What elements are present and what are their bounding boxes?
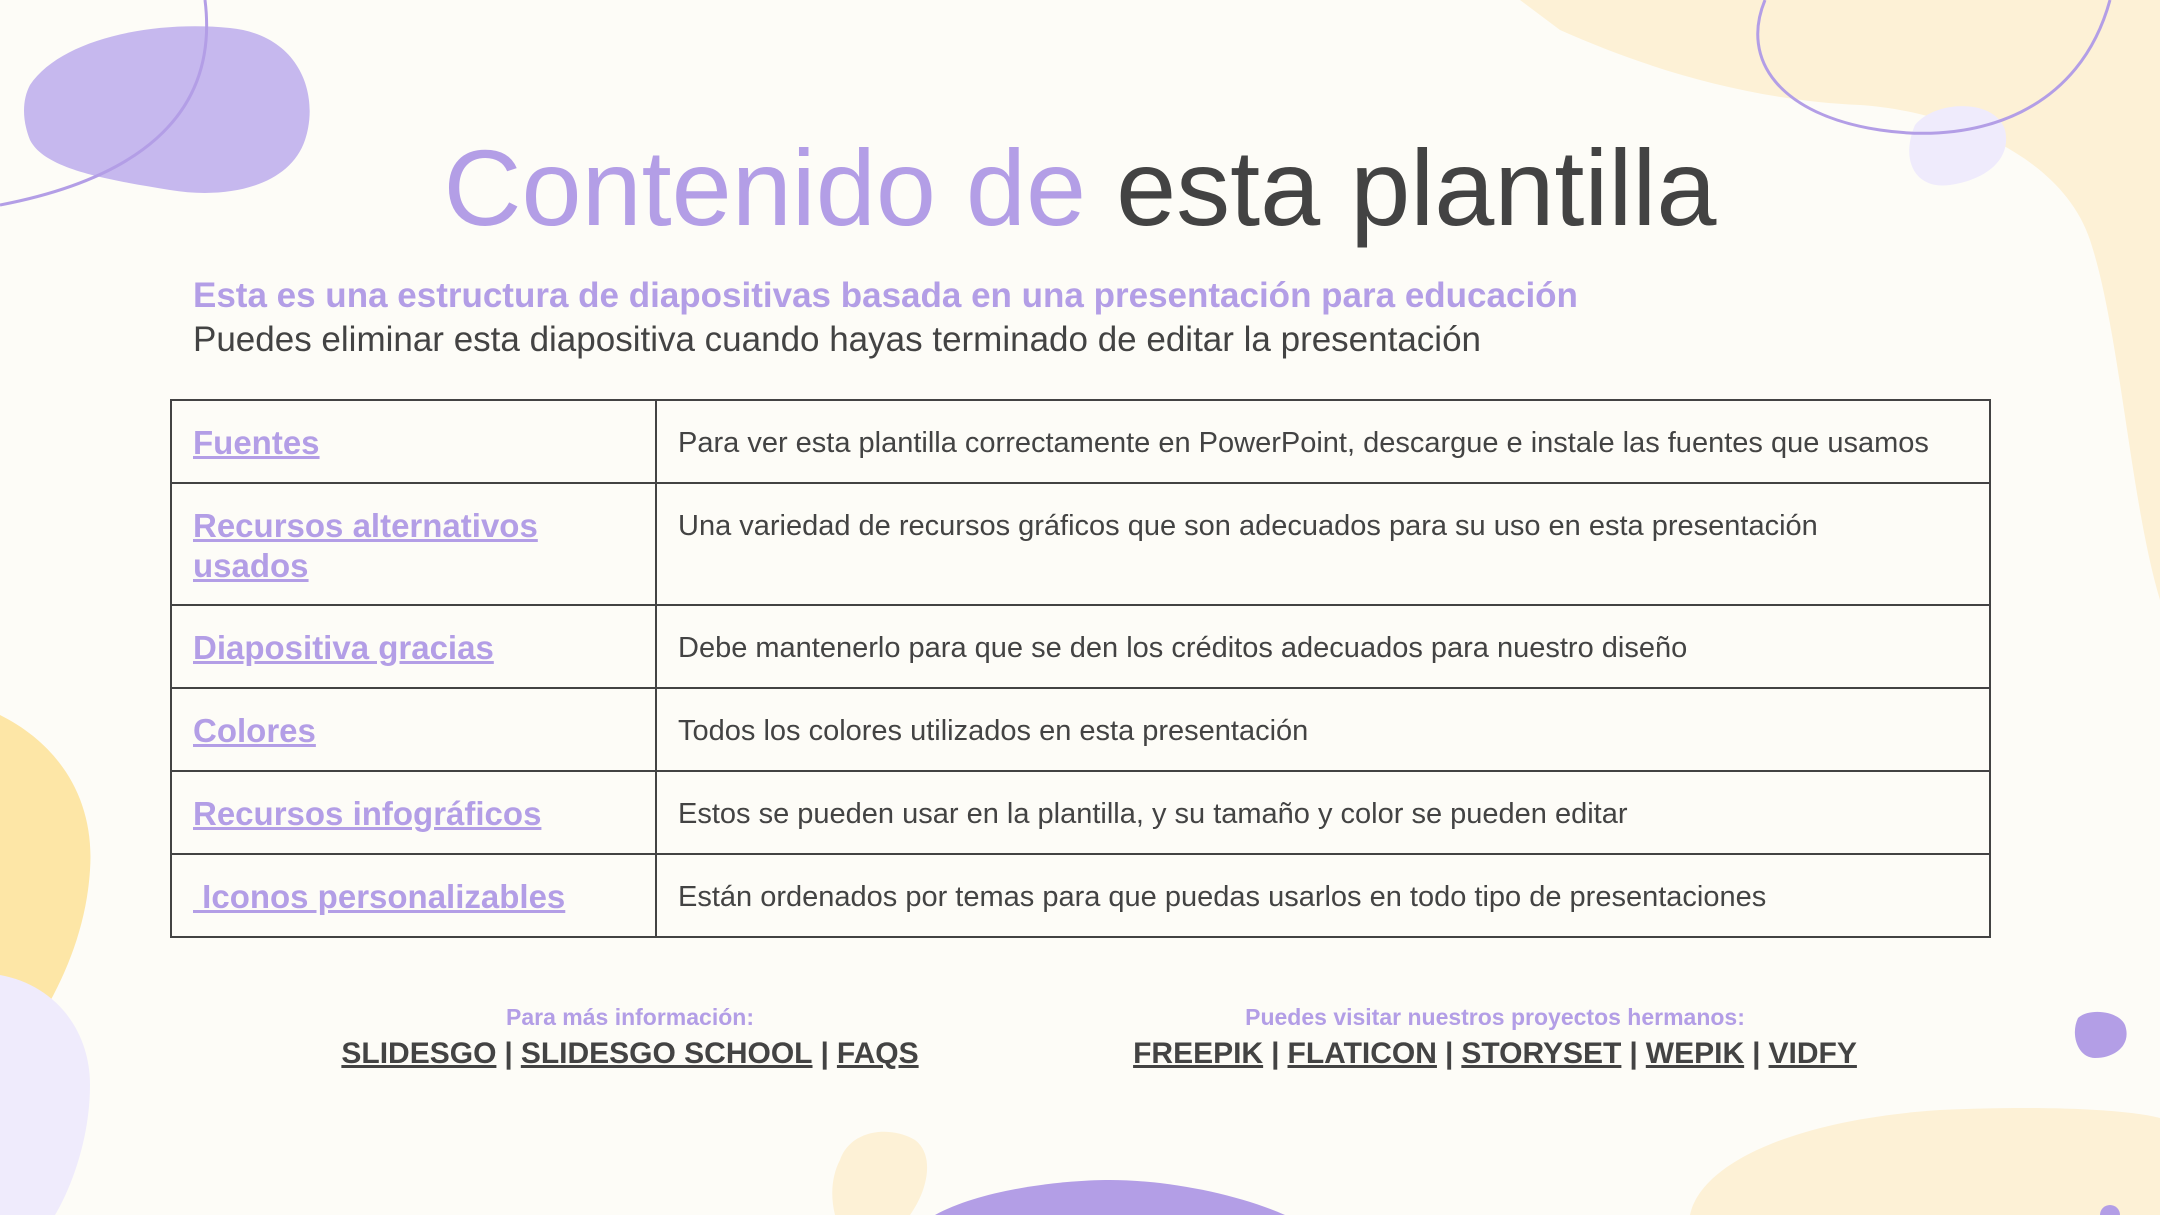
footer-more-info-heading: Para más información:: [506, 1004, 754, 1030]
contents-table: [170, 399, 1991, 938]
table-cell-label: [171, 854, 656, 937]
table-cell-text: [656, 771, 1990, 854]
title-rest: esta plantilla: [1116, 127, 1717, 248]
table-row: [171, 688, 1990, 771]
table-cell-text: [656, 605, 1990, 688]
table-row: [171, 771, 1990, 854]
link-wepik[interactable]: WEPIK: [1645, 1037, 1745, 1070]
row-description: Debe mantenerlo para que se den los créditos adecuados para nuestro diseño: [678, 632, 1688, 664]
row-description: Estos se pueden usar en la plantilla, y su tamaño y color se pueden editar: [678, 798, 1628, 830]
table-cell-text: [656, 688, 1990, 771]
table-row: [171, 854, 1990, 937]
table-row: [171, 400, 1990, 483]
table-cell-text: [656, 854, 1990, 937]
slide-description: Puedes eliminar esta diapositiva cuando hayas terminado de editar la presentación: [193, 320, 1482, 359]
link-vidfy[interactable]: VIDFY: [1768, 1037, 1857, 1070]
table-cell-label: [171, 483, 656, 605]
link-freepik[interactable]: FREEPIK: [1133, 1037, 1264, 1070]
link-separator: |: [1629, 1037, 1638, 1070]
footer-sister-projects-links: [1095, 1034, 1895, 1074]
link-separator: |: [504, 1037, 513, 1070]
table-cell-label: [171, 605, 656, 688]
link-flaticon[interactable]: FLATICON: [1287, 1037, 1437, 1070]
footer-more-info-links: [230, 1034, 1030, 1074]
link-slidesgo[interactable]: SLIDESGO: [341, 1037, 497, 1070]
link-diapositiva-gracias[interactable]: Diapositiva gracias: [193, 629, 494, 666]
table-cell-label: [171, 688, 656, 771]
link-faqs[interactable]: FAQS: [836, 1037, 919, 1070]
table-cell-text: [656, 400, 1990, 483]
link-separator: |: [1271, 1037, 1280, 1070]
table-row: [171, 605, 1990, 688]
link-recursos-infograficos[interactable]: Recursos infográficos: [193, 795, 542, 832]
slide-subtitle: Esta es una estructura de diapositivas basada en una presentación para educación: [193, 276, 1578, 315]
link-storyset[interactable]: STORYSET: [1461, 1037, 1622, 1070]
row-description: Una variedad de recursos gráficos que son adecuados para su uso en esta presentación: [678, 510, 1818, 542]
slide-title: [0, 118, 2160, 258]
table-cell-label: [171, 400, 656, 483]
footer-sister-projects: [1095, 1000, 1895, 1074]
link-separator: |: [820, 1037, 829, 1070]
link-separator: |: [1444, 1037, 1454, 1070]
footer-sister-projects-heading: Puedes visitar nuestros proyectos hermanos:: [1245, 1004, 1745, 1030]
table-cell-text: [656, 483, 1990, 605]
link-slidesgo-school[interactable]: SLIDESGO SCHOOL: [520, 1037, 813, 1070]
link-separator: |: [1752, 1037, 1761, 1070]
table-cell-label: [171, 771, 656, 854]
footer-more-info: [230, 1000, 1030, 1074]
row-description: Para ver esta plantilla correctamente en PowerPoint, descargue e instale las fuentes que usamos: [678, 427, 1929, 459]
link-iconos-personalizables[interactable]: Iconos personalizables: [193, 878, 566, 915]
link-recursos-alternativos[interactable]: Recursos alternativos usados: [193, 507, 538, 584]
table-row: [171, 483, 1990, 605]
title-accent: Contenido de: [443, 127, 1087, 248]
link-colores[interactable]: Colores: [193, 712, 316, 749]
row-description: Están ordenados por temas para que puedas usarlos en todo tipo de presentaciones: [678, 881, 1767, 913]
row-description: Todos los colores utilizados en esta presentación: [678, 715, 1309, 747]
link-fuentes[interactable]: Fuentes: [193, 424, 320, 461]
